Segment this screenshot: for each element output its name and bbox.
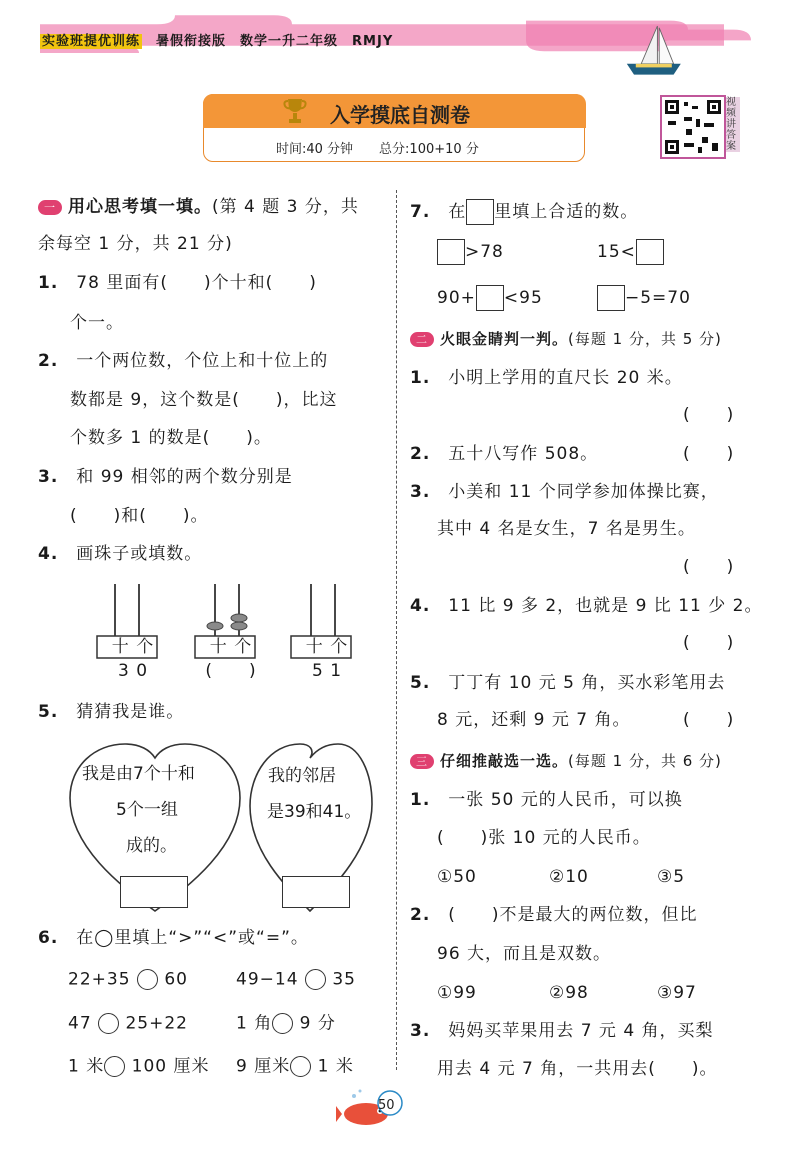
abacus-2-value: ( ) bbox=[205, 661, 257, 681]
s3-q1-opt-a[interactable]: ①50 bbox=[437, 867, 477, 887]
section2-note: (每题 1 分，共 5 分) bbox=[568, 330, 722, 348]
series-subtitle: 暑假衔接版 数学一升二年级 RMJY bbox=[156, 34, 394, 49]
q5 bbox=[38, 702, 184, 722]
q6-item-6 bbox=[236, 1056, 354, 1077]
section1-note: (第 4 题 3 分，共 bbox=[212, 197, 359, 217]
heart-1-answer-box[interactable] bbox=[120, 876, 188, 908]
q7-3-a: 90+ bbox=[437, 288, 476, 308]
q6-6-left: 9 厘米 bbox=[236, 1056, 291, 1077]
q6-item-5 bbox=[68, 1056, 210, 1077]
q1 bbox=[38, 273, 317, 293]
q7-item-1 bbox=[437, 239, 504, 265]
q6-4-right: 9 分 bbox=[299, 1013, 336, 1034]
s2-q2-number: 2. bbox=[410, 444, 431, 464]
q6-2-left: 49−14 bbox=[236, 969, 299, 990]
section1-badge: 一 bbox=[38, 200, 62, 215]
s3-q1-number: 1. bbox=[410, 790, 431, 810]
q7-number: 7. bbox=[410, 202, 431, 222]
q7-item-3 bbox=[437, 285, 543, 311]
q4 bbox=[38, 544, 202, 564]
s3-q2-opt-a[interactable]: ①99 bbox=[437, 983, 477, 1003]
heart-2-line-1: 我的邻居 bbox=[268, 766, 336, 786]
answer-box[interactable] bbox=[466, 199, 494, 225]
q3-cont: ( )和( )。 bbox=[70, 506, 209, 526]
s2-q5-paren[interactable]: ( ) bbox=[683, 710, 735, 730]
q6 bbox=[38, 928, 309, 948]
s2-q3-cont: 其中 4 名是女生，7 名是男生。 bbox=[437, 519, 696, 539]
q7-text-a: 在 bbox=[448, 202, 467, 222]
answer-box[interactable] bbox=[476, 285, 504, 311]
section1-heading bbox=[38, 197, 359, 217]
q2-text: 一个两位数，个位上和十位上的 bbox=[76, 351, 329, 371]
s2-q1-number: 1. bbox=[410, 368, 431, 388]
s2-q1-paren[interactable]: ( ) bbox=[683, 405, 735, 425]
page-title: 入学摸底自测卷 bbox=[330, 103, 470, 127]
q6-5-right: 100 厘米 bbox=[131, 1056, 210, 1077]
q4-text: 画珠子或填数。 bbox=[76, 544, 203, 564]
q6-2-right: 35 bbox=[332, 969, 356, 990]
s3-q2-cont: 96 大，而且是双数。 bbox=[437, 944, 612, 964]
s2-q2 bbox=[410, 444, 598, 464]
q5-text: 猜猜我是谁。 bbox=[76, 702, 185, 722]
q3-text: 和 99 相邻的两个数分别是 bbox=[76, 467, 293, 487]
page-number: 50 bbox=[378, 1098, 395, 1113]
answer-box[interactable] bbox=[636, 239, 664, 265]
section3-note: (每题 1 分，共 6 分) bbox=[568, 752, 722, 770]
section3-heading bbox=[410, 751, 722, 771]
compare-circle[interactable] bbox=[272, 1013, 293, 1034]
q6-number: 6. bbox=[38, 928, 59, 948]
s2-q5-cont: 8 元，还剩 9 元 7 角。 bbox=[437, 710, 631, 730]
answer-box[interactable] bbox=[597, 285, 625, 311]
q6-3-right: 25+22 bbox=[125, 1013, 188, 1034]
q6-item-3 bbox=[68, 1013, 188, 1034]
s3-q3-text: 妈妈买苹果用去 7 元 4 角，买梨 bbox=[448, 1021, 714, 1041]
compare-circle[interactable] bbox=[104, 1056, 125, 1077]
s2-q2-text: 五十八写作 508。 bbox=[448, 444, 599, 464]
q5-number: 5. bbox=[38, 702, 59, 722]
q6-1-left: 22+35 bbox=[68, 969, 131, 990]
answer-box[interactable] bbox=[437, 239, 465, 265]
heart-2-line-2: 是39和41。 bbox=[267, 802, 362, 822]
q7-3-b: <95 bbox=[503, 288, 543, 308]
column-divider bbox=[396, 190, 397, 1070]
section2-badge: 二 bbox=[410, 332, 434, 347]
s3-q2-text: ( )不是最大的两位数，但比 bbox=[448, 905, 698, 925]
trophy-icon bbox=[283, 97, 307, 125]
s2-q1-text: 小明上学用的直尺长 20 米。 bbox=[448, 368, 683, 388]
q1-text: 78 里面有( )个十和( ) bbox=[76, 273, 317, 293]
q7-4-text: −5=70 bbox=[625, 288, 691, 308]
heart-1-line-1: 我是由7个十和 bbox=[82, 764, 195, 784]
compare-circle[interactable] bbox=[290, 1056, 311, 1077]
heart-2-answer-box[interactable] bbox=[282, 876, 350, 908]
q2 bbox=[38, 351, 328, 371]
q3-number: 3. bbox=[38, 467, 59, 487]
q6-item-1 bbox=[68, 969, 188, 990]
q2-cont-1: 数都是 9，这个数是( )，比这 bbox=[70, 390, 338, 410]
section2-heading bbox=[410, 329, 722, 349]
s2-q4-number: 4. bbox=[410, 596, 431, 616]
s2-q5 bbox=[410, 673, 725, 693]
s3-q3 bbox=[410, 1021, 714, 1041]
compare-circle[interactable] bbox=[98, 1013, 119, 1034]
s2-q1 bbox=[410, 368, 683, 388]
q2-number: 2. bbox=[38, 351, 59, 371]
s3-q1-opt-b[interactable]: ②10 bbox=[549, 867, 589, 887]
q6-1-right: 60 bbox=[164, 969, 188, 990]
s2-q3-paren[interactable]: ( ) bbox=[683, 557, 735, 577]
s3-q2-opt-b[interactable]: ②98 bbox=[549, 983, 589, 1003]
q2-cont-2: 个数多 1 的数是( )。 bbox=[70, 428, 272, 448]
section2-title: 火眼金睛判一判。 bbox=[440, 330, 569, 348]
q6-item-4 bbox=[236, 1013, 336, 1034]
abacus-3-label: 十 个 bbox=[305, 637, 349, 657]
s2-q5-number: 5. bbox=[410, 673, 431, 693]
section1-note-cont: 余每空 1 分，共 21 分) bbox=[38, 234, 233, 254]
q3 bbox=[38, 467, 293, 487]
compare-circle[interactable] bbox=[137, 969, 158, 990]
s3-q1-text: 一张 50 元的人民币，可以换 bbox=[448, 790, 683, 810]
abacus-3-value: 5 1 bbox=[311, 661, 343, 681]
s2-q4 bbox=[410, 596, 762, 616]
q7-text-b: 里填上合适的数。 bbox=[494, 202, 639, 222]
s3-q3-number: 3. bbox=[410, 1021, 431, 1041]
q7-item-2 bbox=[597, 239, 664, 265]
q6-4-left: 1 角 bbox=[236, 1013, 273, 1034]
q7 bbox=[410, 199, 638, 225]
series-tag bbox=[40, 30, 393, 49]
section3-title: 仔细推敲选一选。 bbox=[440, 752, 569, 770]
abacus-1-value: 3 0 bbox=[117, 661, 149, 681]
q6-3-left: 47 bbox=[68, 1013, 92, 1034]
q1-number: 1. bbox=[38, 273, 59, 293]
q6-6-right: 1 米 bbox=[317, 1056, 354, 1077]
s2-q5-text: 丁丁有 10 元 5 角，买水彩笔用去 bbox=[448, 673, 726, 693]
s3-q2 bbox=[410, 905, 698, 925]
s2-q2-paren[interactable]: ( ) bbox=[683, 444, 735, 464]
series-highlight: 实验班提优训练 bbox=[42, 34, 141, 49]
q6-item-2 bbox=[236, 969, 356, 990]
exam-info: 时间:40 分钟 总分:100+10 分 bbox=[276, 142, 479, 157]
q7-2-text: 15< bbox=[597, 242, 636, 262]
heart-1-line-3: 成的。 bbox=[126, 836, 177, 856]
s3-q1-opt-c[interactable]: ③5 bbox=[657, 867, 686, 887]
q6-5-left: 1 米 bbox=[68, 1056, 105, 1077]
fish-mascot-icon bbox=[336, 1086, 416, 1130]
qr-code[interactable] bbox=[660, 95, 726, 159]
compare-circle[interactable] bbox=[305, 969, 326, 990]
heart-1-line-2: 5个一组 bbox=[116, 800, 178, 820]
q7-item-4 bbox=[597, 285, 691, 311]
q7-1-text: >78 bbox=[465, 242, 504, 262]
q4-number: 4. bbox=[38, 544, 59, 564]
s2-q3-number: 3. bbox=[410, 482, 431, 502]
s2-q4-text: 11 比 9 多 2，也就是 9 比 11 少 2。 bbox=[448, 596, 763, 616]
qr-label: 视频讲答案 bbox=[726, 97, 740, 152]
s2-q3 bbox=[410, 482, 719, 502]
s3-q3-cont: 用去 4 元 7 角，一共用去( )。 bbox=[437, 1059, 718, 1079]
s3-q2-opt-c[interactable]: ③97 bbox=[657, 983, 697, 1003]
section1-title: 用心思考填一填。 bbox=[68, 197, 212, 217]
s3-q1 bbox=[410, 790, 683, 810]
q1-cont: 个一。 bbox=[70, 313, 124, 333]
s2-q4-paren[interactable]: ( ) bbox=[683, 633, 735, 653]
q6-text: 在◯里填上“>”“<”或“=”。 bbox=[76, 928, 309, 948]
abacus-1-label: 十 个 bbox=[111, 637, 155, 657]
s2-q3-text: 小美和 11 个同学参加体操比赛， bbox=[448, 482, 719, 502]
s3-q1-cont: ( )张 10 元的人民币。 bbox=[437, 828, 651, 848]
s3-q2-number: 2. bbox=[410, 905, 431, 925]
abacus-2-label: 十 个 bbox=[209, 637, 253, 657]
section3-badge: 三 bbox=[410, 754, 434, 769]
